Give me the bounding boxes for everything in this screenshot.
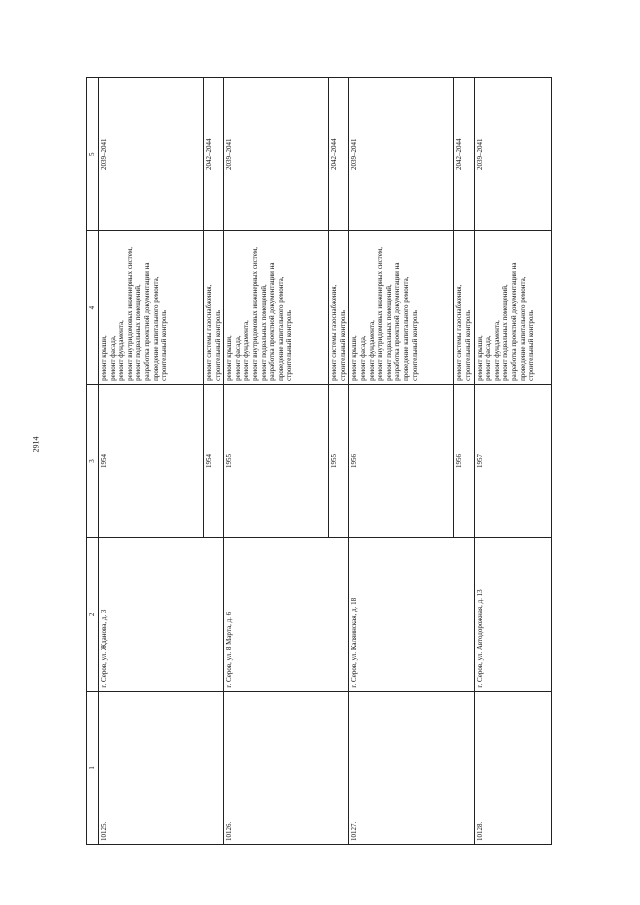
year-cell: 1954 (204, 384, 224, 537)
document-sheet (86, 77, 554, 845)
work-item: ремонт внутридомовых инженерных систем, (250, 246, 259, 381)
work-item: ремонт подвальных помещений, (134, 284, 143, 381)
work-item: ремонт внутридомовых инженерных систем, (125, 246, 134, 381)
work-item: ремонт фасада, (233, 335, 242, 381)
table-row (474, 78, 551, 845)
works-cell (224, 231, 329, 384)
year-cell: 1956 (349, 384, 454, 537)
work-item: разработка проектной документации на (393, 262, 402, 381)
year-cell: 1957 (474, 384, 551, 537)
period-cell: 2039–2041 (224, 78, 329, 231)
work-item: ремонт фасада, (484, 335, 493, 381)
work-item: разработка проектной документации на (268, 262, 277, 381)
period-cell: 2042–2044 (204, 78, 224, 231)
table-row (99, 78, 204, 845)
page-number-wrap (28, 436, 48, 460)
work-item: ремонт внутридомовых инженерных систем, (376, 246, 385, 381)
work-item: ремонт подвальных помещений, (384, 284, 393, 381)
work-item: ремонт фасада, (108, 335, 117, 381)
repair-schedule-table (86, 77, 552, 845)
work-item: строительный контроль (338, 310, 347, 381)
year-cell: 1955 (224, 384, 329, 537)
period-cell: 2039–2041 (474, 78, 551, 231)
period-cell: 2042–2044 (329, 78, 349, 231)
work-item: ремонт подвальных помещений, (501, 284, 510, 381)
col-header-4: 4 (87, 231, 99, 384)
works-cell (474, 231, 551, 384)
page-number: 2914 (31, 436, 41, 453)
period-cell: 2042–2044 (454, 78, 474, 231)
address-cell: г. Серов, ул. Автодорожная, д. 13 (474, 538, 551, 691)
period-cell: 2039–2041 (349, 78, 454, 231)
work-item: ремонт подвальных помещений, (259, 284, 268, 381)
work-item: проведение капитального ремонта, (518, 276, 527, 381)
col-header-5: 5 (87, 78, 99, 231)
row-number: 10127. (349, 691, 474, 844)
works-cell (204, 231, 224, 384)
address-cell: г. Серов, ул. Каляинская, д. 18 (349, 538, 474, 691)
col-header-3: 3 (87, 384, 99, 537)
works-cell (349, 231, 454, 384)
address-cell: г. Серов, ул. Жданова, д. 3 (99, 538, 224, 691)
year-cell: 1955 (329, 384, 349, 537)
work-item: строительный контроль (463, 310, 472, 381)
work-item: строительный контроль (285, 310, 294, 381)
works-cell (329, 231, 349, 384)
works-cell (454, 231, 474, 384)
work-item: проведение капитального ремонта, (276, 276, 285, 381)
work-item: строительный контроль (527, 310, 536, 381)
row-number: 10128. (474, 691, 551, 844)
work-item: разработка проектной документации на (509, 262, 518, 381)
work-item: ремонт крыши, (225, 335, 234, 381)
work-item: ремонт крыши, (475, 335, 484, 381)
work-item: строительный контроль (213, 310, 222, 381)
work-item: разработка проектной документации на (142, 262, 151, 381)
work-item: ремонт системы газоснабжения, (455, 284, 464, 381)
work-item: ремонт системы газоснабжения, (205, 284, 213, 381)
work-item: ремонт фундамента, (492, 320, 501, 381)
table-body (99, 78, 552, 845)
work-item: ремонт крыши, (100, 335, 108, 381)
work-item: ремонт системы газоснабжения, (330, 284, 339, 381)
year-cell: 1956 (454, 384, 474, 537)
table-row (224, 78, 329, 845)
header-row (87, 78, 99, 845)
work-item: ремонт фасада, (358, 335, 367, 381)
works-cell (99, 231, 204, 384)
work-item: проведение капитального ремонта, (401, 276, 410, 381)
table-row (349, 78, 454, 845)
work-item: проведение капитального ремонта, (151, 276, 160, 381)
work-item: строительный контроль (410, 310, 419, 381)
col-header-1: 1 (87, 691, 99, 844)
year-cell: 1954 (99, 384, 204, 537)
work-item: ремонт фундамента, (367, 320, 376, 381)
work-item: ремонт крыши, (350, 335, 359, 381)
period-cell: 2039–2041 (99, 78, 204, 231)
col-header-2: 2 (87, 538, 99, 691)
row-number: 10126. (224, 691, 349, 844)
work-item: ремонт фундамента, (117, 320, 126, 381)
address-cell: г. Серов, ул. 8 Марта, д. 6 (224, 538, 349, 691)
work-item: строительный контроль (160, 310, 169, 381)
work-item: ремонт фундамента, (242, 320, 251, 381)
row-number: 10125. (99, 691, 224, 844)
